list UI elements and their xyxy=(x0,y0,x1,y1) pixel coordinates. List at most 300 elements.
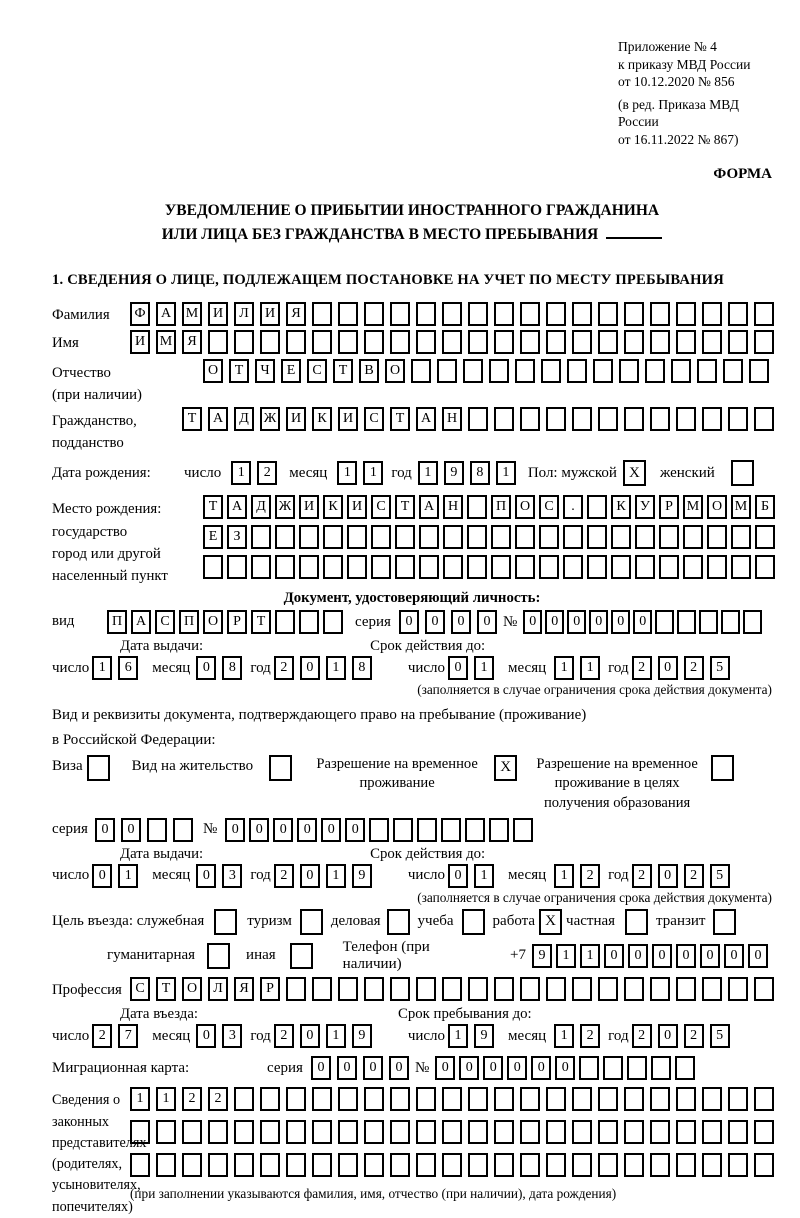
char-cell[interactable] xyxy=(286,977,306,1001)
char-cell[interactable]: 0 xyxy=(425,610,445,634)
char-cell[interactable] xyxy=(275,610,295,634)
char-cell[interactable] xyxy=(702,302,722,326)
char-cell[interactable] xyxy=(312,302,332,326)
char-cell[interactable] xyxy=(347,555,367,579)
char-cell[interactable]: 0 xyxy=(273,818,293,842)
char-cell[interactable] xyxy=(467,555,487,579)
char-cell[interactable] xyxy=(130,1120,150,1144)
char-cell[interactable]: 1 xyxy=(448,1024,468,1048)
char-cell[interactable]: 0 xyxy=(658,864,678,888)
char-cell[interactable]: У xyxy=(635,495,655,519)
char-cell[interactable] xyxy=(443,555,463,579)
char-cell[interactable] xyxy=(286,1120,306,1144)
char-cell[interactable] xyxy=(743,610,762,634)
char-cell[interactable] xyxy=(699,610,718,634)
char-cell[interactable] xyxy=(598,1153,618,1177)
char-cell[interactable] xyxy=(369,818,389,842)
char-cell[interactable]: 0 xyxy=(748,944,768,968)
char-cell[interactable]: 0 xyxy=(448,656,468,680)
char-cell[interactable]: О xyxy=(182,977,202,1001)
char-cell[interactable] xyxy=(702,407,722,431)
char-cell[interactable] xyxy=(728,977,748,1001)
char-cell[interactable] xyxy=(130,1153,150,1177)
char-cell[interactable]: 0 xyxy=(451,610,471,634)
char-cell[interactable] xyxy=(659,555,679,579)
char-cell[interactable]: Б xyxy=(755,495,775,519)
char-cell[interactable]: П xyxy=(179,610,199,634)
char-cell[interactable]: 1 xyxy=(326,1024,346,1048)
char-cell[interactable]: 6 xyxy=(118,656,138,680)
char-cell[interactable] xyxy=(645,359,665,383)
char-cell[interactable]: В xyxy=(359,359,379,383)
char-cell[interactable] xyxy=(754,1153,774,1177)
char-cell[interactable] xyxy=(702,1087,722,1111)
char-cell[interactable]: 0 xyxy=(676,944,696,968)
char-cell[interactable] xyxy=(338,302,358,326)
char-cell[interactable] xyxy=(419,525,439,549)
char-cell[interactable] xyxy=(312,1153,332,1177)
char-cell[interactable] xyxy=(208,1153,228,1177)
char-cell[interactable] xyxy=(299,555,319,579)
char-cell[interactable] xyxy=(520,407,540,431)
char-cell[interactable]: А xyxy=(227,495,247,519)
char-cell[interactable] xyxy=(546,1120,566,1144)
char-cell[interactable] xyxy=(227,555,247,579)
char-cell[interactable] xyxy=(702,330,722,354)
char-cell[interactable] xyxy=(598,977,618,1001)
char-cell[interactable] xyxy=(520,1153,540,1177)
char-cell[interactable]: 0 xyxy=(700,944,720,968)
char-cell[interactable] xyxy=(650,1120,670,1144)
char-cell[interactable] xyxy=(728,302,748,326)
char-cell[interactable]: 0 xyxy=(652,944,672,968)
visa-checkbox[interactable] xyxy=(87,755,110,781)
char-cell[interactable] xyxy=(491,555,511,579)
char-cell[interactable] xyxy=(515,359,535,383)
char-cell[interactable] xyxy=(286,1153,306,1177)
purpose-business-checkbox[interactable] xyxy=(387,909,410,935)
char-cell[interactable] xyxy=(624,302,644,326)
char-cell[interactable] xyxy=(546,302,566,326)
purpose-tourism-checkbox[interactable] xyxy=(300,909,323,935)
char-cell[interactable]: Л xyxy=(234,302,254,326)
char-cell[interactable] xyxy=(520,330,540,354)
char-cell[interactable] xyxy=(598,330,618,354)
char-cell[interactable] xyxy=(572,1087,592,1111)
char-cell[interactable] xyxy=(442,1087,462,1111)
char-cell[interactable] xyxy=(494,407,514,431)
char-cell[interactable] xyxy=(707,525,727,549)
char-cell[interactable] xyxy=(671,359,691,383)
char-cell[interactable] xyxy=(491,525,511,549)
char-cell[interactable]: 0 xyxy=(321,818,341,842)
char-cell[interactable] xyxy=(260,330,280,354)
char-cell[interactable]: 1 xyxy=(118,864,138,888)
char-cell[interactable] xyxy=(587,495,607,519)
char-cell[interactable] xyxy=(156,1120,176,1144)
char-cell[interactable]: И xyxy=(260,302,280,326)
char-cell[interactable] xyxy=(208,1120,228,1144)
char-cell[interactable] xyxy=(371,525,391,549)
char-cell[interactable] xyxy=(364,1153,384,1177)
char-cell[interactable] xyxy=(624,1153,644,1177)
purpose-other-checkbox[interactable] xyxy=(290,943,313,969)
purpose-official-checkbox[interactable] xyxy=(214,909,237,935)
char-cell[interactable] xyxy=(572,330,592,354)
char-cell[interactable]: 3 xyxy=(222,1024,242,1048)
char-cell[interactable] xyxy=(702,977,722,1001)
char-cell[interactable] xyxy=(598,1087,618,1111)
char-cell[interactable]: 0 xyxy=(363,1056,383,1080)
char-cell[interactable] xyxy=(515,525,535,549)
char-cell[interactable] xyxy=(624,977,644,1001)
char-cell[interactable] xyxy=(541,359,561,383)
char-cell[interactable] xyxy=(587,525,607,549)
char-cell[interactable]: 2 xyxy=(182,1087,202,1111)
char-cell[interactable] xyxy=(520,1120,540,1144)
char-cell[interactable] xyxy=(468,407,488,431)
char-cell[interactable] xyxy=(721,610,740,634)
char-cell[interactable]: Т xyxy=(182,407,202,431)
char-cell[interactable]: 0 xyxy=(435,1056,455,1080)
char-cell[interactable] xyxy=(203,555,223,579)
char-cell[interactable] xyxy=(390,1087,410,1111)
char-cell[interactable] xyxy=(567,359,587,383)
char-cell[interactable] xyxy=(603,1056,623,1080)
char-cell[interactable]: 0 xyxy=(604,944,624,968)
char-cell[interactable] xyxy=(598,1120,618,1144)
sex-male-checkbox[interactable]: X xyxy=(623,460,646,486)
char-cell[interactable]: 1 xyxy=(580,656,600,680)
char-cell[interactable]: 0 xyxy=(121,818,141,842)
char-cell[interactable] xyxy=(651,1056,671,1080)
char-cell[interactable]: М xyxy=(731,495,751,519)
char-cell[interactable] xyxy=(593,359,613,383)
char-cell[interactable] xyxy=(624,1120,644,1144)
char-cell[interactable]: И xyxy=(299,495,319,519)
char-cell[interactable]: 8 xyxy=(352,656,372,680)
char-cell[interactable]: А xyxy=(416,407,436,431)
char-cell[interactable] xyxy=(312,330,332,354)
char-cell[interactable]: 2 xyxy=(632,656,652,680)
char-cell[interactable]: 2 xyxy=(580,864,600,888)
char-cell[interactable] xyxy=(251,555,271,579)
char-cell[interactable]: 2 xyxy=(274,864,294,888)
char-cell[interactable]: 0 xyxy=(196,656,216,680)
char-cell[interactable]: 2 xyxy=(632,1024,652,1048)
char-cell[interactable]: М xyxy=(182,302,202,326)
char-cell[interactable] xyxy=(465,818,485,842)
char-cell[interactable]: 8 xyxy=(470,461,490,485)
char-cell[interactable] xyxy=(390,977,410,1001)
char-cell[interactable] xyxy=(416,1087,436,1111)
char-cell[interactable] xyxy=(338,1153,358,1177)
char-cell[interactable] xyxy=(520,977,540,1001)
char-cell[interactable]: 0 xyxy=(297,818,317,842)
char-cell[interactable]: М xyxy=(683,495,703,519)
char-cell[interactable] xyxy=(539,525,559,549)
char-cell[interactable]: О xyxy=(515,495,535,519)
char-cell[interactable] xyxy=(728,407,748,431)
char-cell[interactable] xyxy=(299,525,319,549)
char-cell[interactable]: 0 xyxy=(389,1056,409,1080)
char-cell[interactable] xyxy=(468,1120,488,1144)
char-cell[interactable]: Е xyxy=(281,359,301,383)
char-cell[interactable]: Я xyxy=(234,977,254,1001)
char-cell[interactable]: 0 xyxy=(589,610,608,634)
char-cell[interactable]: 0 xyxy=(483,1056,503,1080)
char-cell[interactable]: 9 xyxy=(474,1024,494,1048)
char-cell[interactable]: Т xyxy=(333,359,353,383)
char-cell[interactable]: 1 xyxy=(130,1087,150,1111)
char-cell[interactable]: 0 xyxy=(300,656,320,680)
char-cell[interactable]: Я xyxy=(182,330,202,354)
char-cell[interactable]: С xyxy=(371,495,391,519)
char-cell[interactable]: 0 xyxy=(399,610,419,634)
char-cell[interactable] xyxy=(275,555,295,579)
char-cell[interactable]: 0 xyxy=(311,1056,331,1080)
char-cell[interactable]: 0 xyxy=(459,1056,479,1080)
char-cell[interactable]: Р xyxy=(659,495,679,519)
residence-permit-checkbox[interactable] xyxy=(269,755,292,781)
char-cell[interactable] xyxy=(754,302,774,326)
char-cell[interactable]: И xyxy=(347,495,367,519)
char-cell[interactable] xyxy=(442,330,462,354)
char-cell[interactable]: И xyxy=(130,330,150,354)
char-cell[interactable]: 2 xyxy=(257,461,277,485)
char-cell[interactable]: 1 xyxy=(554,1024,574,1048)
char-cell[interactable]: 0 xyxy=(658,1024,678,1048)
char-cell[interactable]: О xyxy=(385,359,405,383)
char-cell[interactable]: 1 xyxy=(580,944,600,968)
char-cell[interactable] xyxy=(468,330,488,354)
char-cell[interactable]: Ж xyxy=(275,495,295,519)
char-cell[interactable]: П xyxy=(107,610,127,634)
char-cell[interactable]: 8 xyxy=(222,656,242,680)
char-cell[interactable] xyxy=(520,302,540,326)
char-cell[interactable] xyxy=(754,1120,774,1144)
char-cell[interactable] xyxy=(572,977,592,1001)
char-cell[interactable] xyxy=(312,977,332,1001)
char-cell[interactable]: И xyxy=(286,407,306,431)
char-cell[interactable] xyxy=(260,1120,280,1144)
purpose-humanitarian-checkbox[interactable] xyxy=(207,943,230,969)
char-cell[interactable] xyxy=(489,818,509,842)
char-cell[interactable] xyxy=(546,1153,566,1177)
char-cell[interactable] xyxy=(624,330,644,354)
char-cell[interactable] xyxy=(627,1056,647,1080)
char-cell[interactable] xyxy=(338,1120,358,1144)
char-cell[interactable] xyxy=(728,1120,748,1144)
char-cell[interactable]: 1 xyxy=(474,656,494,680)
char-cell[interactable]: 2 xyxy=(92,1024,112,1048)
char-cell[interactable] xyxy=(338,977,358,1001)
char-cell[interactable]: А xyxy=(419,495,439,519)
temp-residence-checkbox[interactable]: X xyxy=(494,755,517,781)
char-cell[interactable] xyxy=(611,555,631,579)
char-cell[interactable]: 0 xyxy=(95,818,115,842)
char-cell[interactable]: 0 xyxy=(300,1024,320,1048)
char-cell[interactable]: 2 xyxy=(632,864,652,888)
char-cell[interactable] xyxy=(234,330,254,354)
char-cell[interactable]: 1 xyxy=(326,656,346,680)
char-cell[interactable]: 2 xyxy=(684,656,704,680)
char-cell[interactable] xyxy=(494,330,514,354)
char-cell[interactable] xyxy=(494,1087,514,1111)
char-cell[interactable]: 0 xyxy=(477,610,497,634)
char-cell[interactable]: О xyxy=(203,610,223,634)
char-cell[interactable] xyxy=(754,330,774,354)
char-cell[interactable]: Н xyxy=(442,407,462,431)
char-cell[interactable] xyxy=(442,977,462,1001)
char-cell[interactable] xyxy=(371,555,391,579)
char-cell[interactable] xyxy=(546,407,566,431)
char-cell[interactable]: К xyxy=(312,407,332,431)
char-cell[interactable]: И xyxy=(208,302,228,326)
char-cell[interactable]: И xyxy=(338,407,358,431)
char-cell[interactable] xyxy=(676,330,696,354)
char-cell[interactable] xyxy=(683,555,703,579)
char-cell[interactable] xyxy=(364,330,384,354)
char-cell[interactable]: 1 xyxy=(363,461,383,485)
char-cell[interactable]: 0 xyxy=(724,944,744,968)
char-cell[interactable]: 0 xyxy=(92,864,112,888)
char-cell[interactable] xyxy=(312,1120,332,1144)
char-cell[interactable]: С xyxy=(155,610,175,634)
char-cell[interactable]: С xyxy=(364,407,384,431)
char-cell[interactable]: 0 xyxy=(545,610,564,634)
char-cell[interactable]: Ф xyxy=(130,302,150,326)
char-cell[interactable]: Т xyxy=(251,610,271,634)
char-cell[interactable] xyxy=(338,330,358,354)
char-cell[interactable]: 1 xyxy=(92,656,112,680)
char-cell[interactable] xyxy=(338,1087,358,1111)
char-cell[interactable]: 2 xyxy=(684,864,704,888)
char-cell[interactable]: 0 xyxy=(555,1056,575,1080)
char-cell[interactable] xyxy=(442,302,462,326)
purpose-work-checkbox[interactable]: X xyxy=(539,909,562,935)
char-cell[interactable] xyxy=(234,1120,254,1144)
char-cell[interactable]: . xyxy=(563,495,583,519)
char-cell[interactable]: 5 xyxy=(710,864,730,888)
temp-residence-education-checkbox[interactable] xyxy=(711,755,734,781)
char-cell[interactable]: 0 xyxy=(531,1056,551,1080)
char-cell[interactable] xyxy=(563,555,583,579)
char-cell[interactable] xyxy=(731,555,751,579)
char-cell[interactable]: Н xyxy=(443,495,463,519)
char-cell[interactable] xyxy=(650,1087,670,1111)
char-cell[interactable] xyxy=(598,407,618,431)
char-cell[interactable] xyxy=(676,407,696,431)
char-cell[interactable]: 1 xyxy=(474,864,494,888)
char-cell[interactable] xyxy=(494,1120,514,1144)
char-cell[interactable] xyxy=(286,330,306,354)
char-cell[interactable] xyxy=(442,1153,462,1177)
char-cell[interactable] xyxy=(251,525,271,549)
char-cell[interactable] xyxy=(754,407,774,431)
char-cell[interactable]: С xyxy=(539,495,559,519)
char-cell[interactable]: 9 xyxy=(444,461,464,485)
char-cell[interactable]: Р xyxy=(227,610,247,634)
char-cell[interactable] xyxy=(437,359,457,383)
char-cell[interactable] xyxy=(598,302,618,326)
char-cell[interactable] xyxy=(182,1153,202,1177)
char-cell[interactable] xyxy=(635,525,655,549)
char-cell[interactable]: 1 xyxy=(418,461,438,485)
char-cell[interactable] xyxy=(489,359,509,383)
char-cell[interactable] xyxy=(393,818,413,842)
char-cell[interactable] xyxy=(323,555,343,579)
char-cell[interactable]: Т xyxy=(156,977,176,1001)
char-cell[interactable] xyxy=(156,1153,176,1177)
char-cell[interactable] xyxy=(611,525,631,549)
char-cell[interactable]: 9 xyxy=(532,944,552,968)
char-cell[interactable] xyxy=(323,610,343,634)
char-cell[interactable]: С xyxy=(307,359,327,383)
char-cell[interactable]: О xyxy=(203,359,223,383)
char-cell[interactable]: С xyxy=(130,977,150,1001)
char-cell[interactable] xyxy=(234,1153,254,1177)
char-cell[interactable] xyxy=(702,1153,722,1177)
char-cell[interactable] xyxy=(416,330,436,354)
char-cell[interactable] xyxy=(676,977,696,1001)
char-cell[interactable]: 0 xyxy=(196,1024,216,1048)
char-cell[interactable] xyxy=(635,555,655,579)
char-cell[interactable] xyxy=(364,302,384,326)
char-cell[interactable] xyxy=(173,818,193,842)
char-cell[interactable]: Ч xyxy=(255,359,275,383)
char-cell[interactable]: 2 xyxy=(684,1024,704,1048)
char-cell[interactable] xyxy=(416,302,436,326)
char-cell[interactable]: 1 xyxy=(326,864,346,888)
char-cell[interactable]: Т xyxy=(229,359,249,383)
char-cell[interactable] xyxy=(234,1087,254,1111)
char-cell[interactable] xyxy=(468,1087,488,1111)
char-cell[interactable] xyxy=(563,525,583,549)
char-cell[interactable] xyxy=(676,1120,696,1144)
char-cell[interactable] xyxy=(728,1153,748,1177)
char-cell[interactable]: Т xyxy=(390,407,410,431)
char-cell[interactable] xyxy=(659,525,679,549)
char-cell[interactable]: Р xyxy=(260,977,280,1001)
char-cell[interactable]: 0 xyxy=(249,818,269,842)
char-cell[interactable]: Е xyxy=(203,525,223,549)
char-cell[interactable] xyxy=(676,1153,696,1177)
char-cell[interactable] xyxy=(572,1120,592,1144)
char-cell[interactable] xyxy=(655,610,674,634)
char-cell[interactable] xyxy=(494,302,514,326)
char-cell[interactable] xyxy=(208,330,228,354)
char-cell[interactable]: 1 xyxy=(556,944,576,968)
char-cell[interactable]: 0 xyxy=(225,818,245,842)
char-cell[interactable] xyxy=(411,359,431,383)
char-cell[interactable] xyxy=(468,302,488,326)
char-cell[interactable] xyxy=(723,359,743,383)
char-cell[interactable]: 0 xyxy=(300,864,320,888)
char-cell[interactable]: 1 xyxy=(231,461,251,485)
char-cell[interactable] xyxy=(390,1153,410,1177)
char-cell[interactable]: Л xyxy=(208,977,228,1001)
char-cell[interactable]: Т xyxy=(203,495,223,519)
char-cell[interactable] xyxy=(419,555,439,579)
sex-female-checkbox[interactable] xyxy=(731,460,754,486)
char-cell[interactable] xyxy=(650,302,670,326)
char-cell[interactable] xyxy=(675,1056,695,1080)
char-cell[interactable]: 0 xyxy=(611,610,630,634)
char-cell[interactable] xyxy=(624,407,644,431)
char-cell[interactable] xyxy=(728,1087,748,1111)
char-cell[interactable] xyxy=(286,1087,306,1111)
